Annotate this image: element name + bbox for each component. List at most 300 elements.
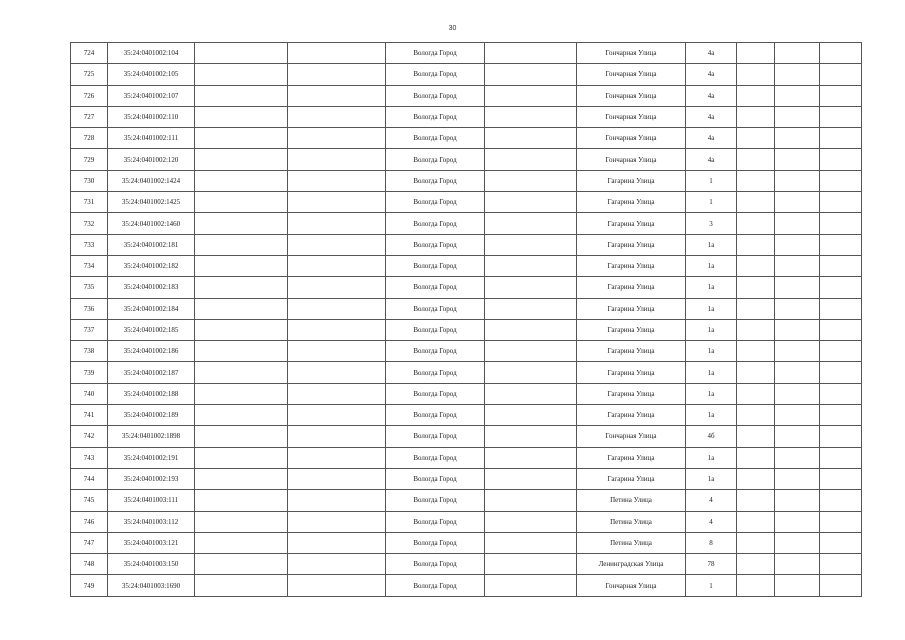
cadastral-number-cell: 35:24:0401003:121 [108,532,195,553]
house-number-cell: 8 [686,532,737,553]
empty-cell [195,319,288,340]
city-cell: Вологда Город [386,341,485,362]
table-row [71,447,862,468]
row-number-cell: 740 [71,383,108,404]
cadastral-number-cell: 35:24:0401003:111 [108,490,195,511]
house-number-cell: 3 [686,213,737,234]
empty-cell [195,106,288,127]
empty-cell [820,511,862,532]
empty-cell [775,298,820,319]
cadastral-number-cell: 35:24:0401002:1424 [108,170,195,191]
empty-cell [737,298,775,319]
street-cell: Гагарина Улица [577,341,686,362]
empty-cell [820,362,862,383]
empty-cell [485,490,577,511]
row-number-cell: 729 [71,149,108,170]
empty-cell [485,511,577,532]
empty-cell [737,383,775,404]
empty-cell [485,319,577,340]
empty-cell [485,149,577,170]
empty-cell [737,64,775,85]
empty-cell [820,554,862,575]
empty-cell [820,405,862,426]
empty-cell [485,43,577,64]
empty-cell [485,213,577,234]
house-number-cell: 4а [686,43,737,64]
city-cell: Вологда Город [386,554,485,575]
house-number-cell: 4а [686,128,737,149]
empty-cell [820,383,862,404]
empty-cell [485,255,577,276]
empty-cell [737,554,775,575]
street-cell: Гагарина Улица [577,362,686,383]
empty-cell [485,532,577,553]
empty-cell [485,362,577,383]
empty-cell [288,554,386,575]
empty-cell [820,468,862,489]
row-number-cell: 736 [71,298,108,319]
empty-cell [737,319,775,340]
empty-cell [775,213,820,234]
house-number-cell: 1а [686,468,737,489]
empty-cell [195,277,288,298]
street-cell: Гончарная Улица [577,85,686,106]
house-number-cell: 4а [686,85,737,106]
city-cell: Вологда Город [386,192,485,213]
cadastral-number-cell: 35:24:0401002:189 [108,405,195,426]
empty-cell [288,447,386,468]
street-cell: Петина Улица [577,511,686,532]
empty-cell [737,255,775,276]
empty-cell [195,85,288,106]
empty-cell [737,532,775,553]
row-number-cell: 746 [71,511,108,532]
empty-cell [775,85,820,106]
empty-cell [775,362,820,383]
table-row [71,192,862,213]
empty-cell [288,277,386,298]
cadastral-number-cell: 35:24:0401002:193 [108,468,195,489]
house-number-cell: 1а [686,362,737,383]
empty-cell [485,575,577,596]
house-number-cell: 1а [686,405,737,426]
empty-cell [288,64,386,85]
house-number-cell: 4б [686,426,737,447]
street-cell: Гагарина Улица [577,234,686,255]
cadastral-number-cell: 35:24:0401002:120 [108,149,195,170]
empty-cell [775,277,820,298]
house-number-cell: 1а [686,234,737,255]
empty-cell [775,128,820,149]
house-number-cell: 4а [686,64,737,85]
street-cell: Петина Улица [577,490,686,511]
street-cell: Гагарина Улица [577,383,686,404]
row-number-cell: 725 [71,64,108,85]
street-cell: Гагарина Улица [577,298,686,319]
street-cell: Гагарина Улица [577,255,686,276]
empty-cell [775,511,820,532]
cadastral-number-cell: 35:24:0401002:184 [108,298,195,319]
street-cell: Гагарина Улица [577,405,686,426]
empty-cell [775,234,820,255]
cadastral-number-cell: 35:24:0401002:183 [108,277,195,298]
row-number-cell: 735 [71,277,108,298]
empty-cell [775,341,820,362]
empty-cell [775,383,820,404]
empty-cell [820,490,862,511]
cadastral-number-cell: 35:24:0401002:105 [108,64,195,85]
city-cell: Вологда Город [386,468,485,489]
street-cell: Гончарная Улица [577,43,686,64]
empty-cell [820,234,862,255]
row-number-cell: 747 [71,532,108,553]
empty-cell [737,468,775,489]
house-number-cell: 1а [686,277,737,298]
row-number-cell: 748 [71,554,108,575]
cadastral-number-cell: 35:24:0401003:150 [108,554,195,575]
empty-cell [820,341,862,362]
row-number-cell: 742 [71,426,108,447]
empty-cell [288,128,386,149]
empty-cell [775,255,820,276]
empty-cell [195,298,288,319]
cadastral-number-cell: 35:24:0401002:187 [108,362,195,383]
city-cell: Вологда Город [386,362,485,383]
empty-cell [820,575,862,596]
street-cell: Ленинградская Улица [577,554,686,575]
city-cell: Вологда Город [386,319,485,340]
city-cell: Вологда Город [386,149,485,170]
empty-cell [288,85,386,106]
street-cell: Гагарина Улица [577,447,686,468]
empty-cell [820,43,862,64]
street-cell: Гончарная Улица [577,575,686,596]
empty-cell [195,575,288,596]
row-number-cell: 728 [71,128,108,149]
empty-cell [737,341,775,362]
empty-cell [485,170,577,191]
street-cell: Гагарина Улица [577,277,686,298]
table-row [71,64,862,85]
cadastral-number-cell: 35:24:0401003:112 [108,511,195,532]
empty-cell [737,490,775,511]
empty-cell [775,319,820,340]
empty-cell [820,192,862,213]
cadastral-number-cell: 35:24:0401002:1898 [108,426,195,447]
cadastral-number-cell: 35:24:0401002:1460 [108,213,195,234]
city-cell: Вологда Город [386,575,485,596]
empty-cell [737,85,775,106]
empty-cell [288,106,386,127]
house-number-cell: 1а [686,447,737,468]
empty-cell [737,405,775,426]
empty-cell [820,447,862,468]
empty-cell [775,149,820,170]
empty-cell [737,106,775,127]
empty-cell [775,43,820,64]
table-row [71,575,862,596]
city-cell: Вологда Город [386,490,485,511]
empty-cell [195,213,288,234]
empty-cell [775,405,820,426]
empty-cell [288,426,386,447]
empty-cell [737,192,775,213]
empty-cell [195,234,288,255]
empty-cell [195,64,288,85]
empty-cell [820,213,862,234]
table-row [71,85,862,106]
table-row [71,106,862,127]
house-number-cell: 4 [686,511,737,532]
row-number-cell: 737 [71,319,108,340]
empty-cell [820,319,862,340]
house-number-cell: 4а [686,149,737,170]
street-cell: Гагарина Улица [577,170,686,191]
street-cell: Гончарная Улица [577,128,686,149]
empty-cell [485,405,577,426]
empty-cell [485,554,577,575]
empty-cell [195,383,288,404]
empty-cell [775,468,820,489]
empty-cell [737,575,775,596]
table-row [71,490,862,511]
table-row [71,149,862,170]
empty-cell [820,85,862,106]
empty-cell [195,192,288,213]
empty-cell [775,192,820,213]
street-cell: Гагарина Улица [577,192,686,213]
cadastral-number-cell: 35:24:0401002:186 [108,341,195,362]
empty-cell [485,383,577,404]
empty-cell [195,426,288,447]
empty-cell [288,468,386,489]
house-number-cell: 1 [686,575,737,596]
house-number-cell: 1а [686,341,737,362]
row-number-cell: 727 [71,106,108,127]
empty-cell [485,64,577,85]
row-number-cell: 738 [71,341,108,362]
street-cell: Гагарина Улица [577,319,686,340]
empty-cell [485,426,577,447]
empty-cell [737,213,775,234]
table-row [71,554,862,575]
cadastral-number-cell: 35:24:0401002:188 [108,383,195,404]
empty-cell [775,532,820,553]
empty-cell [485,298,577,319]
table-row [71,362,862,383]
empty-cell [820,106,862,127]
street-cell: Гагарина Улица [577,468,686,489]
street-cell: Гончарная Улица [577,426,686,447]
empty-cell [288,362,386,383]
empty-cell [195,447,288,468]
row-number-cell: 726 [71,85,108,106]
table-row [71,426,862,447]
city-cell: Вологда Город [386,447,485,468]
cadastral-number-cell: 35:24:0401002:107 [108,85,195,106]
empty-cell [195,511,288,532]
empty-cell [737,447,775,468]
table-row [71,277,862,298]
city-cell: Вологда Город [386,170,485,191]
city-cell: Вологда Город [386,234,485,255]
cadastral-number-cell: 35:24:0401002:104 [108,43,195,64]
empty-cell [288,192,386,213]
house-number-cell: 1 [686,170,737,191]
empty-cell [820,149,862,170]
empty-cell [775,575,820,596]
row-number-cell: 745 [71,490,108,511]
street-cell: Гончарная Улица [577,106,686,127]
table-row [71,234,862,255]
empty-cell [737,128,775,149]
house-number-cell: 4а [686,106,737,127]
empty-cell [288,213,386,234]
table-row [71,383,862,404]
city-cell: Вологда Город [386,213,485,234]
empty-cell [737,277,775,298]
empty-cell [288,43,386,64]
row-number-cell: 739 [71,362,108,383]
empty-cell [485,341,577,362]
empty-cell [820,64,862,85]
row-number-cell: 741 [71,405,108,426]
city-cell: Вологда Город [386,255,485,276]
empty-cell [288,383,386,404]
empty-cell [737,43,775,64]
empty-cell [820,426,862,447]
city-cell: Вологда Город [386,128,485,149]
empty-cell [195,128,288,149]
empty-cell [288,532,386,553]
house-number-cell: 1а [686,383,737,404]
empty-cell [775,447,820,468]
row-number-cell: 733 [71,234,108,255]
city-cell: Вологда Город [386,511,485,532]
empty-cell [288,575,386,596]
empty-cell [485,85,577,106]
table-row [71,128,862,149]
empty-cell [737,234,775,255]
street-cell: Петина Улица [577,532,686,553]
table-row [71,319,862,340]
street-cell: Гончарная Улица [577,64,686,85]
empty-cell [775,64,820,85]
city-cell: Вологда Город [386,43,485,64]
table-row [71,43,862,64]
empty-cell [195,468,288,489]
empty-cell [737,362,775,383]
table-body [71,43,862,597]
table-row [71,170,862,191]
street-cell: Гончарная Улица [577,149,686,170]
register-table [70,42,862,597]
empty-cell [288,234,386,255]
empty-cell [195,255,288,276]
empty-cell [820,277,862,298]
empty-cell [288,149,386,170]
empty-cell [195,554,288,575]
table-row [71,405,862,426]
empty-cell [485,447,577,468]
empty-cell [485,106,577,127]
page-number: 30 [448,25,457,32]
city-cell: Вологда Город [386,64,485,85]
cadastral-number-cell: 35:24:0401002:111 [108,128,195,149]
empty-cell [288,341,386,362]
city-cell: Вологда Город [386,106,485,127]
house-number-cell: 1а [686,319,737,340]
table-row [71,468,862,489]
table-row [71,213,862,234]
empty-cell [195,341,288,362]
empty-cell [288,511,386,532]
empty-cell [820,298,862,319]
house-number-cell: 1 [686,192,737,213]
city-cell: Вологда Город [386,532,485,553]
row-number-cell: 730 [71,170,108,191]
empty-cell [195,362,288,383]
row-number-cell: 743 [71,447,108,468]
city-cell: Вологда Город [386,383,485,404]
cadastral-number-cell: 35:24:0401002:110 [108,106,195,127]
empty-cell [195,170,288,191]
empty-cell [485,277,577,298]
city-cell: Вологда Город [386,277,485,298]
empty-cell [195,532,288,553]
empty-cell [737,426,775,447]
city-cell: Вологда Город [386,405,485,426]
empty-cell [288,319,386,340]
table-row [71,298,862,319]
empty-cell [775,426,820,447]
empty-cell [288,490,386,511]
row-number-cell: 734 [71,255,108,276]
empty-cell [288,405,386,426]
empty-cell [195,149,288,170]
row-number-cell: 724 [71,43,108,64]
city-cell: Вологда Город [386,298,485,319]
empty-cell [485,468,577,489]
row-number-cell: 731 [71,192,108,213]
city-cell: Вологда Город [386,426,485,447]
cadastral-number-cell: 35:24:0401002:1425 [108,192,195,213]
table-row [71,511,862,532]
house-number-cell: 1а [686,255,737,276]
row-number-cell: 749 [71,575,108,596]
row-number-cell: 744 [71,468,108,489]
empty-cell [737,170,775,191]
cadastral-number-cell: 35:24:0401003:1690 [108,575,195,596]
city-cell: Вологда Город [386,85,485,106]
cadastral-number-cell: 35:24:0401002:185 [108,319,195,340]
empty-cell [775,490,820,511]
row-number-cell: 732 [71,213,108,234]
empty-cell [195,43,288,64]
house-number-cell: 1а [686,298,737,319]
house-number-cell: 78 [686,554,737,575]
table-row [71,255,862,276]
cadastral-number-cell: 35:24:0401002:182 [108,255,195,276]
empty-cell [775,170,820,191]
empty-cell [195,405,288,426]
street-cell: Гагарина Улица [577,213,686,234]
empty-cell [737,511,775,532]
cadastral-number-cell: 35:24:0401002:181 [108,234,195,255]
empty-cell [820,255,862,276]
empty-cell [485,192,577,213]
empty-cell [288,170,386,191]
